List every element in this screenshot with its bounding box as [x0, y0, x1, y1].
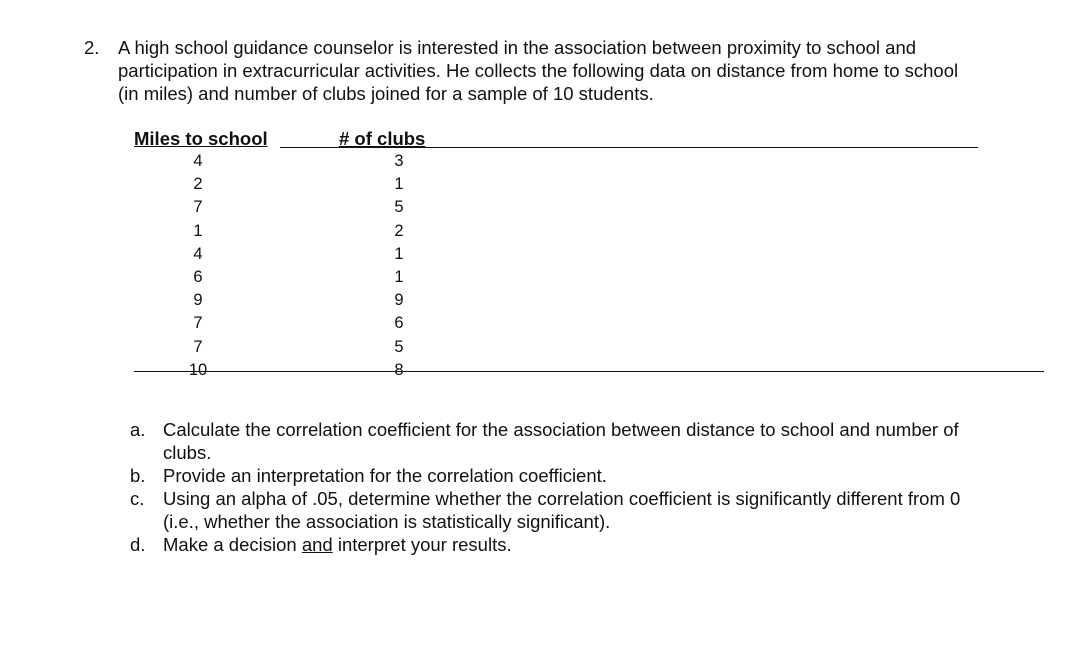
clubs-cell: 9: [394, 291, 404, 310]
miles-cell: 7: [193, 314, 203, 333]
miles-cell: 4: [193, 244, 203, 263]
miles-cell: 7: [193, 337, 203, 356]
clubs-cell: 5: [394, 198, 404, 217]
question-stem-line: A high school guidance counselor is interested in the association between proximity to school and: [118, 37, 917, 58]
sub-question-text-line: [163, 533, 1050, 556]
clubs-column: [379, 150, 419, 382]
miles-cell: 4: [193, 152, 203, 170]
clubs-cell: 5: [394, 337, 404, 356]
sub-question-d: [130, 533, 1050, 556]
miles-cell: 7: [193, 198, 203, 217]
clubs-cell: 1: [394, 175, 404, 194]
clubs-cell: 2: [394, 221, 404, 240]
sub-question-text: Make a decision: [163, 534, 302, 555]
sub-question-text-line: Using an alpha of .05, determine whether the correlation coefficient is significantly different from 0: [163, 488, 961, 509]
clubs-cell: 8: [394, 360, 404, 379]
sub-question-text-line: Calculate the correlation coefficient for the association between distance to school and number of: [163, 419, 959, 440]
emphasis-and: and: [301, 534, 333, 555]
miles-column: [178, 150, 218, 382]
sub-question-a: [130, 418, 1050, 464]
question-stem-line: participation in extracurricular activities. He collects the following data on distance from home to school: [118, 60, 959, 81]
sub-question-text-line: (i.e., whether the association is statistically significant).: [163, 511, 611, 532]
header-number-of-clubs: # of clubs: [339, 128, 426, 149]
clubs-cell: 1: [394, 267, 404, 286]
sub-question-text-line: Provide an interpretation for the correlation coefficient.: [163, 465, 607, 486]
sub-question-c: [130, 487, 1050, 533]
miles-cell: 6: [193, 267, 203, 286]
header-miles-to-school: Miles to school: [134, 128, 268, 149]
sub-question-label: d.: [130, 534, 146, 555]
miles-cell: 9: [193, 291, 203, 310]
miles-cell: 2: [193, 175, 203, 194]
table-bottom-rule: [134, 371, 1044, 372]
sub-question-label: c.: [130, 488, 145, 509]
sub-question-label: a.: [130, 419, 146, 440]
clubs-cell: 1: [394, 244, 404, 263]
miles-cell: 1: [193, 221, 203, 240]
sub-question-label: b.: [130, 465, 146, 486]
question-number: 2.: [84, 37, 100, 58]
question-stem: [118, 36, 1054, 105]
sub-question-text: interpret your results.: [332, 534, 512, 555]
sub-questions: [130, 418, 1050, 556]
question-stem-line: (in miles) and number of clubs joined for a sample of 10 students.: [118, 83, 654, 104]
sub-question-b: [130, 464, 1050, 487]
clubs-cell: 6: [394, 314, 404, 333]
miles-cell: 10: [188, 360, 208, 379]
sub-question-text-line: clubs.: [163, 442, 212, 463]
clubs-cell: 3: [394, 152, 404, 170]
table-top-rule: [280, 147, 978, 148]
